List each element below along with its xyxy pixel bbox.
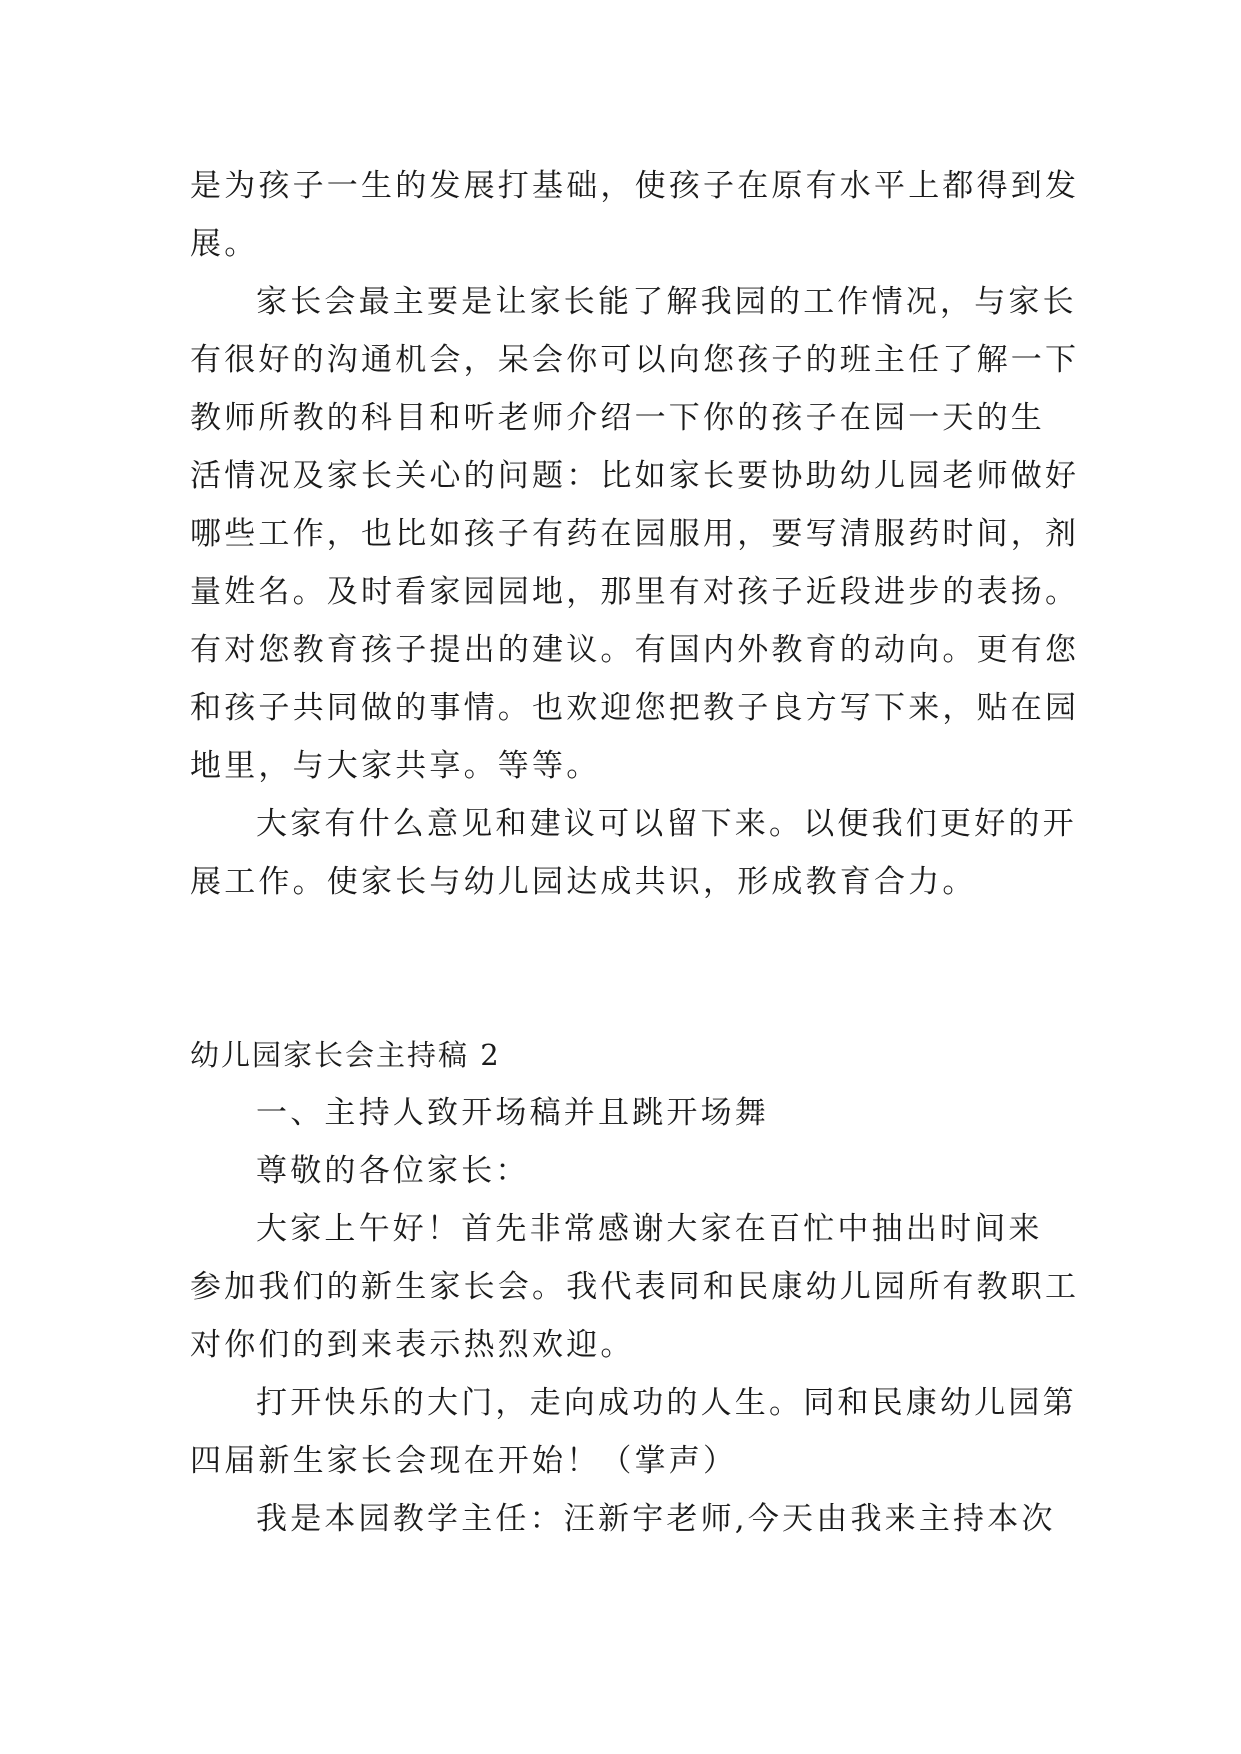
paragraph-line: 参加我们的新生家长会。我代表同和民康幼儿园所有教职工 xyxy=(190,1269,1080,1305)
paragraph-line: 我是本园教学主任：汪新宇老师,今天由我来主持本次 xyxy=(256,1501,1056,1537)
paragraph-line: 家长会最主要是让家长能了解我园的工作情况，与家长 xyxy=(256,284,1077,320)
paragraph-line: 和孩子共同做的事情。也欢迎您把教子良方写下来，贴在园 xyxy=(190,690,1080,726)
paragraph-line: 一、主持人致开场稿并且跳开场舞 xyxy=(256,1095,769,1131)
paragraph-line: 是为孩子一生的发展打基础，使孩子在原有水平上都得到发 xyxy=(190,168,1080,204)
section-1-text xyxy=(190,157,1080,911)
paragraph-line: 有对您教育孩子提出的建议。有国内外教育的动向。更有您 xyxy=(190,632,1080,668)
section-2-text xyxy=(190,1084,1080,1548)
paragraph-line: 对你们的到来表示热烈欢迎。 xyxy=(190,1327,635,1363)
paragraph-line: 大家有什么意见和建议可以留下来。以便我们更好的开 xyxy=(256,806,1077,842)
paragraph-line: 地里，与大家共享。等等。 xyxy=(190,748,601,784)
paragraph-line: 尊敬的各位家长： xyxy=(256,1153,530,1189)
paragraph-line: 有很好的沟通机会，呆会你可以向您孩子的班主任了解一下 xyxy=(190,342,1080,378)
paragraph-line: 哪些工作，也比如孩子有药在园服用，要写清服药时间，剂 xyxy=(190,516,1080,552)
paragraph-line: 大家上午好！首先非常感谢大家在百忙中抽出时间来 xyxy=(256,1211,1043,1247)
paragraph-line: 活情况及家长关心的问题：比如家长要协助幼儿园老师做好 xyxy=(190,458,1080,494)
paragraph-line: 四届新生家长会现在开始！（掌声） xyxy=(190,1443,738,1479)
section-heading: 幼儿园家长会主持稿 2 xyxy=(190,1038,501,1072)
paragraph-line: 打开快乐的大门，走向成功的人生。同和民康幼儿园第 xyxy=(256,1385,1077,1421)
paragraph-line: 量姓名。及时看家园园地，那里有对孩子近段进步的表扬。 xyxy=(190,574,1080,610)
paragraph-line: 展。 xyxy=(190,226,259,262)
paragraph-line: 展工作。使家长与幼儿园达成共识，形成教育合力。 xyxy=(190,864,977,900)
paragraph-line: 教师所教的科目和听老师介绍一下你的孩子在园一天的生 xyxy=(190,400,1045,436)
